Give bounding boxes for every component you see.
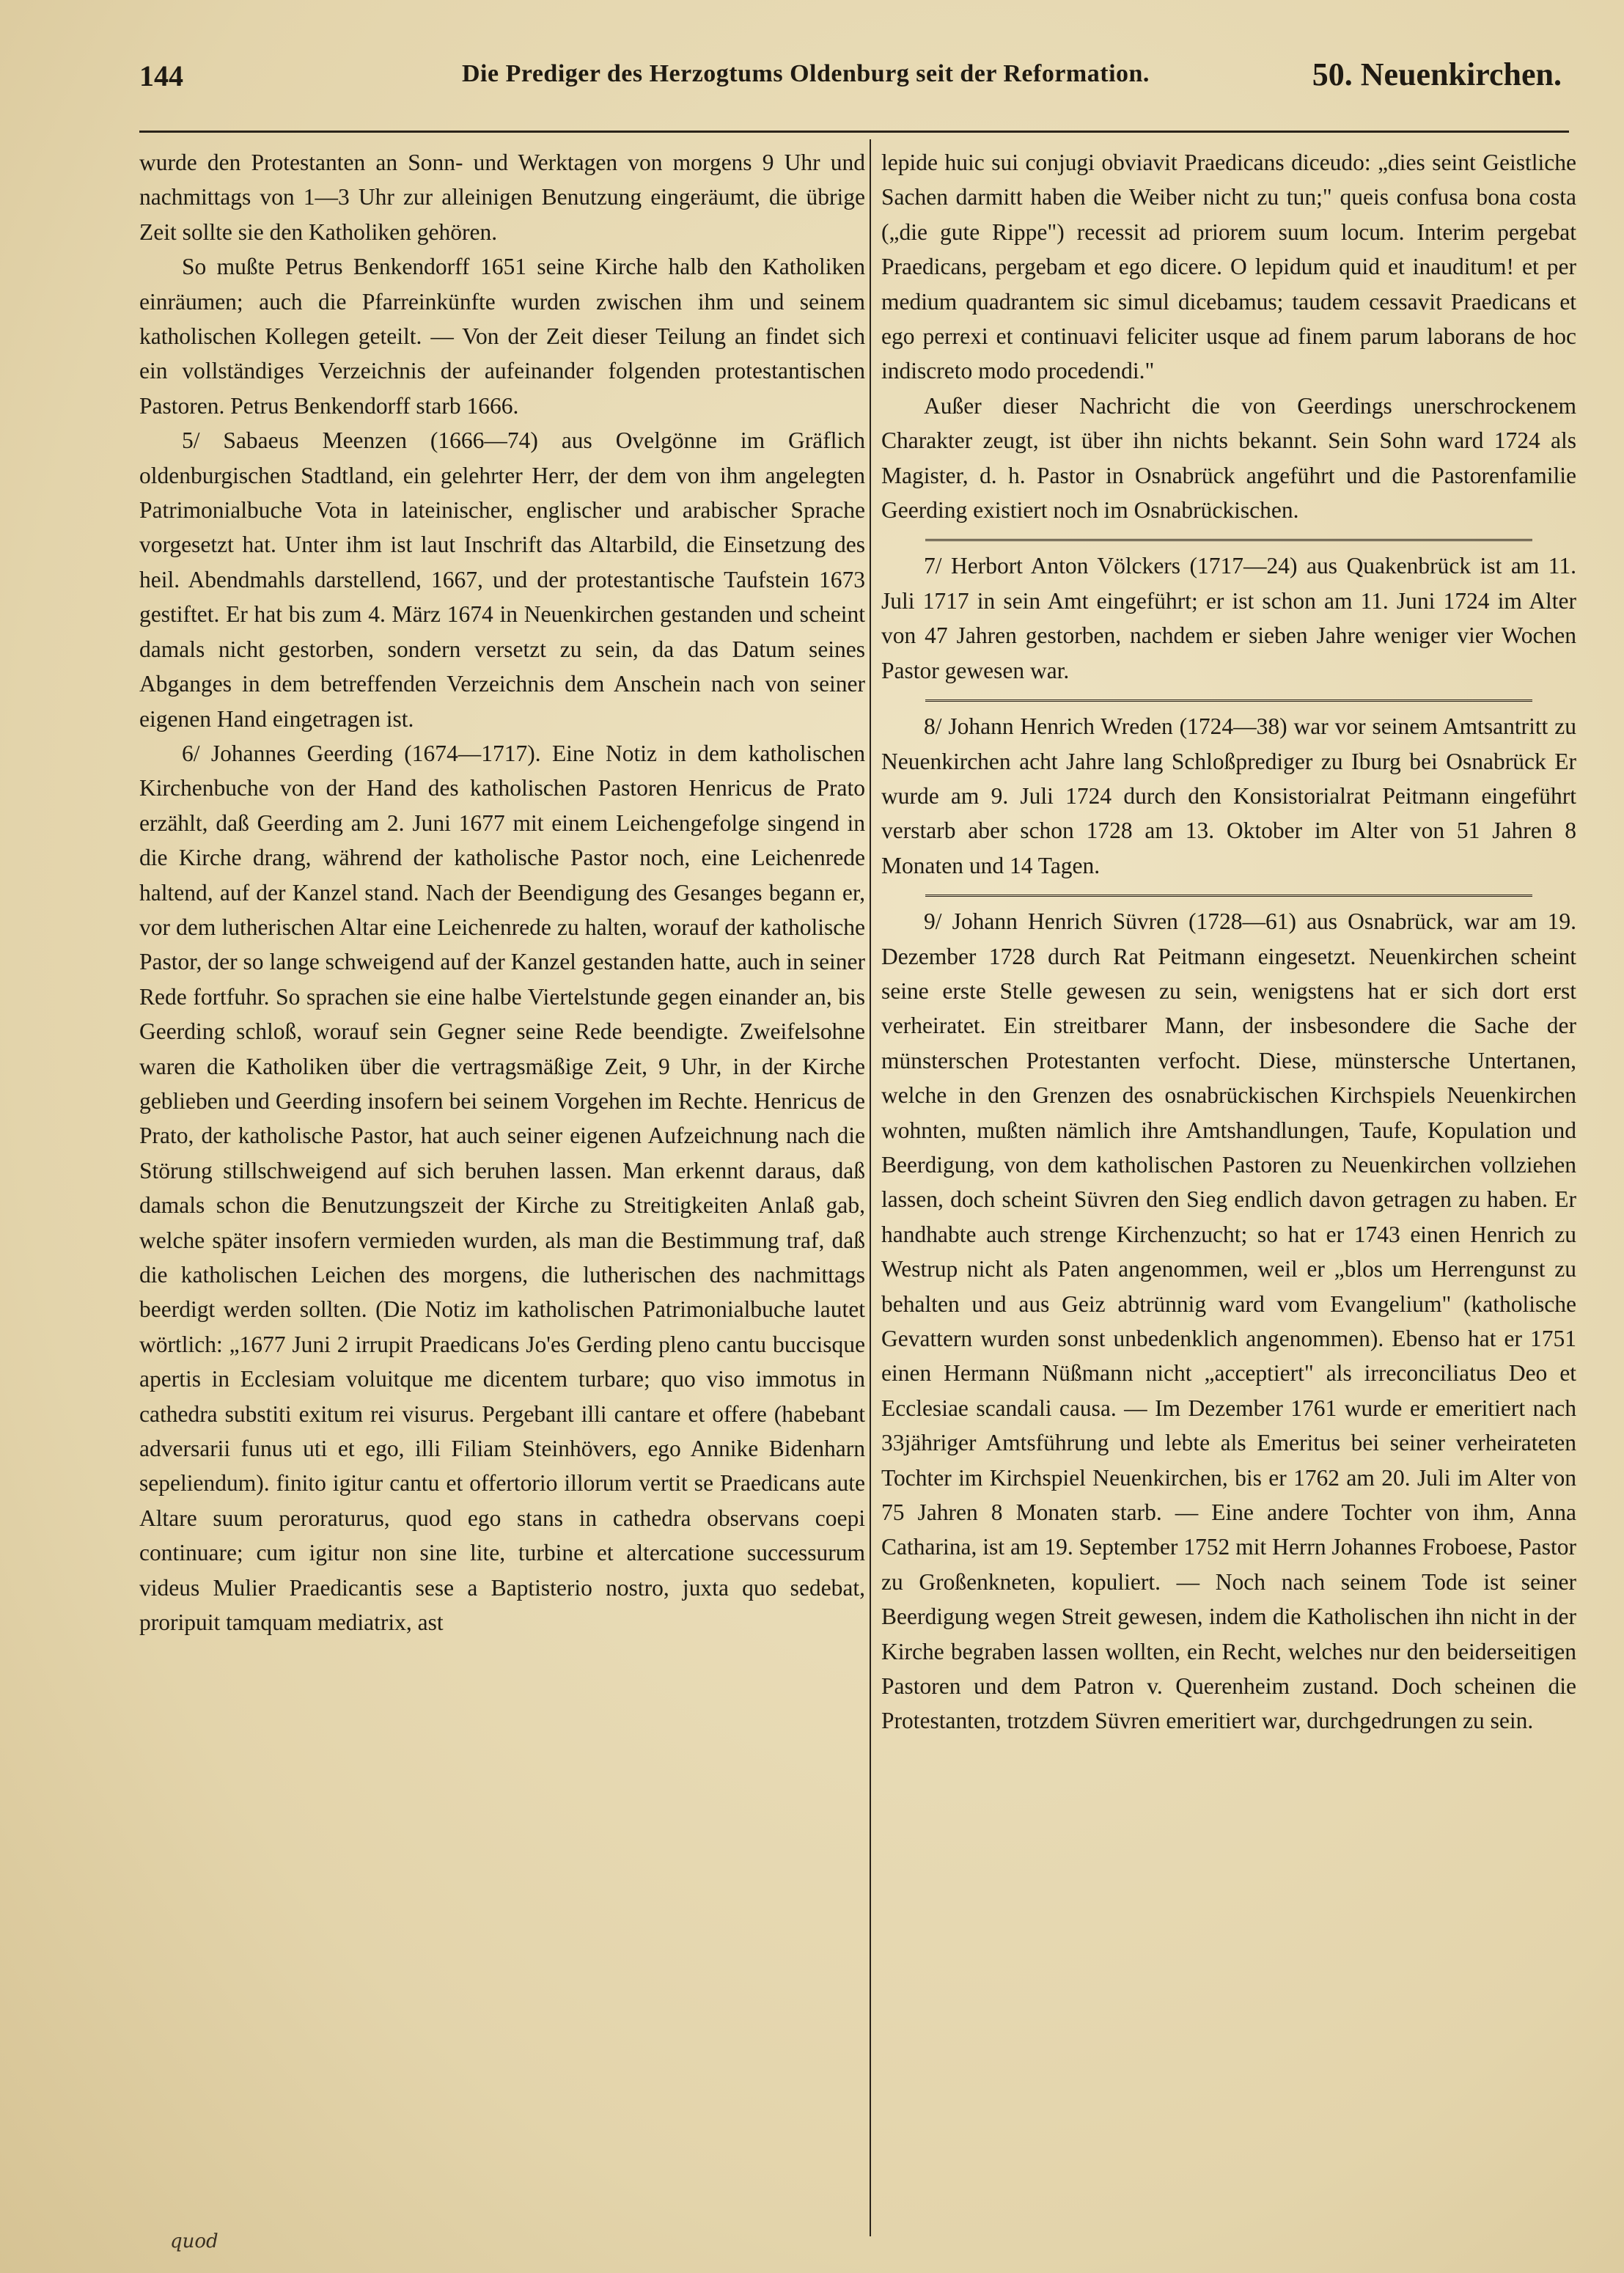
paragraph: 7/ Herbort Anton Völckers (1717—24) aus Quakenbrück ist am 11. Juli 1717 in sein Amt eingeführt; er ist schon am 11. Juni 1724 im Alter von 47 Jahren gestorben, nachdem er sieben Jahre weniger vier Wochen Pastor gewesen war. [881, 553, 1576, 683]
section-separator [925, 539, 1532, 541]
paragraph: 9/ Johann Henrich Süvren (1728—61) aus Osnabrück, war am 19. Dezember 1728 durch Rat Peitmann eingesetzt. Neuenkirchen scheint seine erste Stelle gewesen zu sein, wenigstens hat er sich dort erst verheiratet. Ein streitbarer Mann, der insbesondere die Sache der münsterschen Protestanten verfocht. Diese, münstersche Untertanen, welche in den Grenzen des osnabrückischen Kirchspiels Neuenkirchen wohnten, mußten nämlich ihre Amtshandlungen, Taufe, Kopulation und Beerdigung, von dem katholischen Pastoren zu Neuenkirchen vollziehen lassen, doch scheint Süvren den Sieg endlich davon getragen zu haben. Er handhabte auch strenge Kirchenzucht; so hat er 1743 einen Henrich zu Westrup nicht als Paten angenommen, weil er „blos um Herrengunst zu behalten und aus Geiz abtrünnig ward vom Evangelium" (katholische Gevattern wurden sonst unbedenklich angenommen). Ebenso hat er 1751 einen Hermann Nüßmann nicht „acceptiert" als irreconciliatus Deo et Ecclesiae scandali causa. — Im Dezember 1761 wurde er emeritiert nach 33jähriger Amtsführung und lebte als Emeritus bei seiner verheirateten Tochter im Kirchspiel Neuenkirchen, bis er 1762 am 20. Juli im Alter von 75 Jahren 8 Monaten starb. — Eine andere Tochter von ihm, Anna Catharina, ist am 19. September 1752 mit Herrn Johannes Froboese, Pastor zu Großenkneten, kopuliert. — Noch nach seinem Tode ist seiner Beerdigung wegen Streit gewesen, indem die Katholischen ihn nicht in der Kirche begraben lassen wollten, ein Recht, welches nur den beiderseitigen Pastoren und dem Patron v. Querenheim zustand. Doch scheinen die Protestanten, trotzdem Süvren emeritiert war, durchgedrungen zu sein. [881, 908, 1576, 1734]
header-rule [139, 131, 1569, 133]
section-separator [925, 699, 1532, 702]
paragraph: 8/ Johann Henrich Wreden (1724—38) war vor seinem Amtsantritt zu Neuenkirchen acht Jahre lang Schloßprediger zu Iburg bei Osnabrück Er wurde am 9. Juli 1724 durch den Konsistorialrat Peitmann eingeführt verstarb aber schon 1728 am 13. Oktober im Alter von 51 Jahren 8 Monaten und 14 Tagen. [881, 713, 1576, 878]
right-column [881, 145, 1576, 1738]
page-header [139, 51, 1569, 103]
page-number: 144 [139, 59, 183, 92]
paragraph: wurde den Protestanten an Sonn- und Werktagen von morgens 9 Uhr und nachmittags von 1—3 Uhr zur alleinigen Benutzung eingeräumt, die übrige Zeit sollte sie den Katholiken gehören. [139, 150, 865, 245]
section-separator [925, 895, 1532, 897]
paragraph: 5/ Sabaeus Meenzen (1666—74) aus Ovelgönne im Gräflich oldenburgischen Stadtland, ein gelehrter Herr, der dem von ihm angelegten Patrimonialbuche Vota in lateinischer, englischer und arabischer Sprache vorgesetzt hat. Unter ihm ist laut Inschrift das Altarbild, die Einsetzung des heil. Abendmahls darstellend, 1667, und der protestantische Taufstein 1673 gestiftet. Er hat bis zum 4. März 1674 in Neuenkirchen gestanden und scheint damals nicht gestorben, sondern versetzt zu sein, da das Datum seines Abganges in dem betreffenden Verzeichnis dem Anschein nach von seiner eigenen Hand eingetragen ist. [139, 427, 865, 732]
paragraph: 6/ Johannes Geerding (1674—1717). Eine Notiz in dem katholischen Kirchenbuche von der Hand des katholischen Pastoren Henricus de Prato erzählt, daß Geerding am 2. Juni 1677 mit einem Leichengefolge singend in die Kirche drang, während der katholische Pastor noch, eine Leichenrede haltend, auf der Kanzel stand. Nach der Beendigung des Gesanges begann er, vor dem lutherischen Altar eine Leichenrede zu halten, worauf der katholische Pastor, der so lange schweigend auf der Kanzel gestanden hatte, auch in seiner Rede fortfuhr. So sprachen sie eine halbe Viertelstunde gegen einander an, bis Geerding schloß, worauf sein Gegner seine Rede beendigte. Zweifelsohne waren die Katholiken über die vertragsmäßige Zeit, 9 Uhr, in der Kirche geblieben und Geerding insofern bei seinem Vorgehen im Rechte. Henricus de Prato, der katholische Pastor, hat auch seiner eigenen Aufzeichnung nach die Störung stillschweigend auf sich beruhen lassen. Man erkennt daraus, daß damals schon die Benutzungszeit der Kirche zu Streitigkeiten Anlaß gab, welche später insofern vermieden wurden, als man die Bestimmung traf, daß die katholischen Leichen des morgens, die lutherischen des nachmittags beerdigt werden sollten. (Die Notiz im katholischen Patrimonialbuche lautet wörtlich: „1677 Juni 2 irrupit Praedicans Jo'es Gerding pleno cantu buccisque apertis in Ecclesiam voluitque me dicentem turbare; quo viso immotus in cathedra substiti exitum rei visurus. Pergebant illi cantare et offere (habebant adversarii funus uti et ego, illi Filiam Steinhövers, ego Annike Bidenharn sepeliendum). finito igitur cantu et offertorio illorum vertit se Praedicans aute Altare suum peroraturus, quod ego stans in cathedra observans coepi continuare; cum igitur non sine lite, turbine et altercatione successurum videus Mulier Praedicantis sese a Baptisterio nostro, juxta quo sedebat, proripuit tamquam mediatrix, ast [139, 740, 865, 1636]
column-divider [870, 139, 871, 2236]
handwritten-note: quod [170, 2230, 218, 2252]
paragraph: Außer dieser Nachricht die von Geerdings unerschrockenem Charakter zeugt, ist über ihn nichts bekannt. Sein Sohn ward 1724 als Magister, d. h. Pastor in Osnabrück angeführt und die Pastorenfamilie Geerding existiert noch im Osnabrückischen. [881, 392, 1576, 524]
section-title: 50. Neuenkirchen. [1312, 56, 1562, 92]
paragraph: So mußte Petrus Benkendorff 1651 seine Kirche halb den Katholiken einräumen; auch die Pfarreinkünfte wurden zwischen ihm und seinem katholischen Kollegen geteilt. — Von der Zeit dieser Teilung an findet sich ein vollständiges Verzeichnis der aufeinander folgenden protestantischen Pastoren. Petrus Benkendorff starb 1666. [139, 254, 865, 419]
left-column [139, 145, 865, 1639]
paragraph: lepide huic sui conjugi obviavit Praedicans diceudo: „dies seint Geistliche Sachen darmitt haben die Weiber nicht zu tun;" queis confusa bona costa („die gute Rippe") recessit ad priorem suum locum. Interim pergebat Praedicans, pergebam et ego dicere. O lepidum quid et inauditum! et per medium quadrantem sic simul dicebamus; taudem cessavit Praedicans et ego perrexi et continuavi feliciter usque ad finem parum laborans de hoc indiscreto modo procedendi." [881, 150, 1576, 384]
running-title: Die Prediger des Herzogtums Oldenburg seit der Reformation. [462, 60, 1150, 87]
